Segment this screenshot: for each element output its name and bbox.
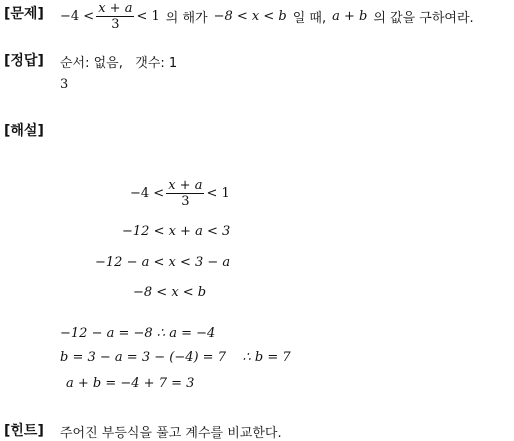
- solution-line-4: −8 < x < b: [133, 285, 207, 300]
- hint-text: 주어진 부등식을 풀고 계수를 비교한다.: [60, 426, 282, 441]
- solution-line-2: −12 < x + a < 3: [122, 224, 231, 239]
- problem-text-1: 의 해가: [165, 11, 208, 26]
- solution-line-7: a + b = −4 + 7 = 3: [66, 376, 195, 391]
- answer-value: 3: [60, 77, 69, 92]
- hint-label: [힌트]: [4, 423, 44, 439]
- solution-l1-fraction: [166, 178, 204, 209]
- solution-l1-right: < 1: [206, 186, 230, 201]
- solution-label: [해설]: [4, 123, 44, 139]
- problem-ineq-right: < 1: [136, 9, 160, 24]
- solution-line-5: −12 − a = −8 ∴ a = −4: [60, 326, 216, 341]
- problem-condition: −8 < x < b: [213, 9, 287, 24]
- answer-meta: 순서: 없음, 갯수: 1: [60, 56, 178, 71]
- solution-l1-denominator: 3: [181, 194, 190, 209]
- problem-text-2: 일 때,: [292, 11, 327, 26]
- solution-l1-left: −4 <: [130, 186, 165, 201]
- problem-statement: [60, 1, 474, 32]
- problem-frac-numerator: x + a: [98, 1, 133, 16]
- solution-l1-numerator: x + a: [168, 178, 203, 193]
- solution-line-6: b = 3 − a = 3 − (−4) = 7 ∴ b = 7: [60, 350, 291, 365]
- problem-fraction: [96, 1, 134, 32]
- solution-line-3: −12 − a < x < 3 − a: [95, 255, 231, 270]
- problem-text-3: 의 값을 구하여라.: [373, 11, 474, 26]
- problem-label: [문제]: [4, 6, 44, 22]
- problem-frac-denominator: 3: [111, 17, 120, 32]
- answer-label: [정답]: [4, 53, 44, 69]
- problem-ineq-left: −4 <: [60, 9, 95, 24]
- problem-expression: a + b: [332, 9, 368, 24]
- solution-line-1: [130, 178, 230, 209]
